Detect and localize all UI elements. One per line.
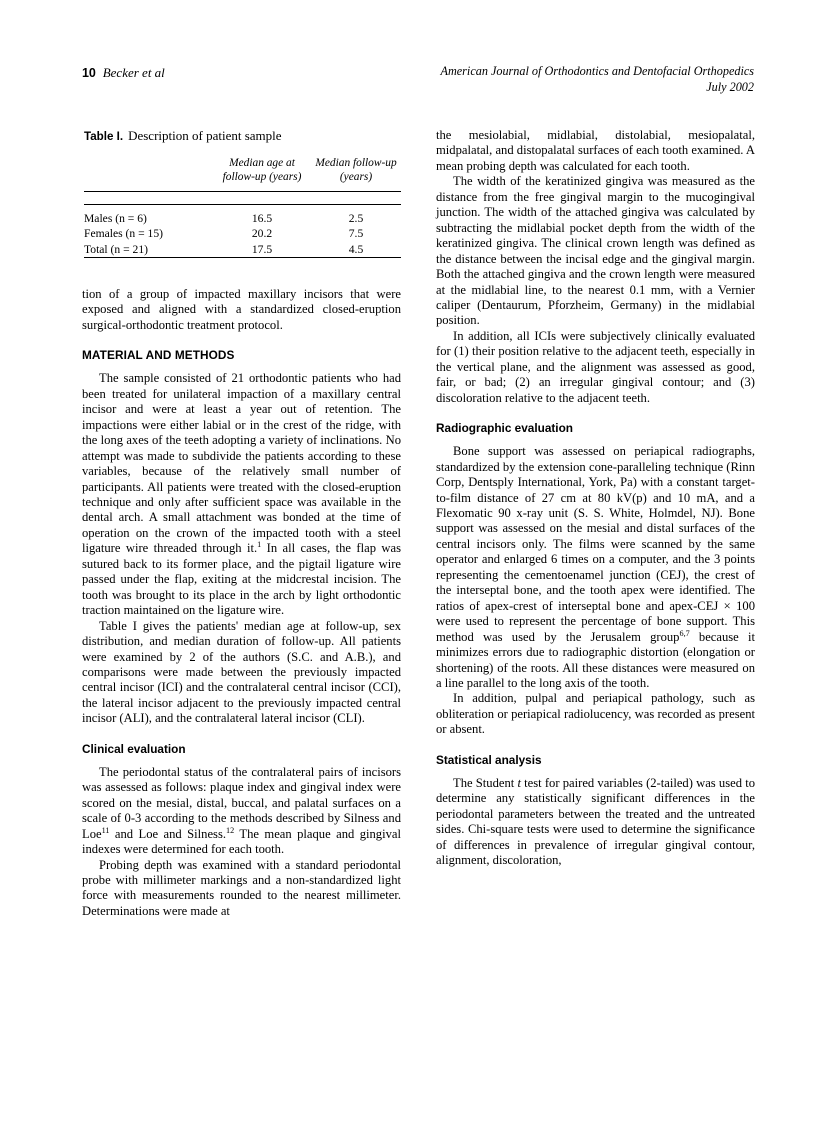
table-label: Table I. (84, 130, 124, 143)
paragraph-periodontal-part2: and Loe and Silness. (109, 826, 226, 841)
paragraph-probing-depth: Probing depth was examined with a standard periodontal probe with millimeter markings and a non-standardized light force with measurements rounded to the nearest millimeter. Determinations were made at (82, 857, 401, 918)
paragraph-keratinized-gingiva: The width of the keratinized gingiva was measured as the distance from the free gingival margin to the mucogingival junction. The width of the attached gingiva was calculated by subtracting the midlabial pocket depth from the width of the keratinized gingiva. The clinical crown length was defined as the distance between the incisal edge and the gingival margin. Both the attached gingiva and the crown length were measured at the midlabial line, to the nearest 0.1 mm, with a Vernier caliper (Dentaurum, Pforzheim, Germany) in the midlabial position. (436, 174, 755, 328)
table-cell-label: Males (n = 6) (84, 212, 147, 226)
reference-marker: 12 (226, 825, 235, 835)
table-cell-median-followup: 4.5 (348, 242, 364, 256)
paragraph-pulpal-pathology: In addition, pulpal and periapical pathology, such as obliteration or periapical radiolucency, was recorded as present or absent. (436, 691, 755, 737)
table-header-blank (84, 150, 213, 192)
paragraph-sample (82, 371, 401, 618)
table-block (84, 128, 401, 264)
table-cell-label: Total (n = 21) (84, 242, 149, 256)
table-header-median-followup (311, 150, 401, 192)
table-rule-bottom (84, 258, 401, 265)
patient-sample-table (84, 150, 401, 264)
running-head-left (82, 64, 165, 82)
left-column (82, 287, 401, 919)
table-caption (84, 128, 401, 144)
paragraph-continued: tion of a group of impacted maxillary incisors that were exposed and aligned with a standardized closed-eruption surgical-orthodontic treatment protocol. (82, 287, 401, 332)
right-column (436, 128, 755, 868)
table-cell-median-followup: 2.5 (348, 212, 364, 226)
paragraph-table-reference: Table I gives the patients' median age at follow-up, sex distribution, and median duration of follow-up. All patients were examined by 2 of the authors (S.C. and A.B.), and comparisons were made between the previously impacted central incisor (ICI) and the contralateral central incisor (CCI), the lateral incisor adjacent to the previously impacted central incisor (ALI), and the contralateral lateral incisor (CLI). (82, 618, 401, 726)
statistic-symbol: t (517, 775, 521, 790)
table-cell-median-age: 20.2 (251, 227, 273, 241)
running-head (82, 64, 754, 104)
paragraph-sample-part2: In all cases, the flap was sutured back to its former place, and the pigtail ligature wire passed under the flap, exiting at the midcrestal incision. The tooth was brought to its place in the arch by light orthodontic traction maintained on the ligature wire. (82, 541, 401, 618)
table-cell-label: Females (n = 15) (84, 227, 163, 241)
heading-radiographic-evaluation: Radiographic evaluation (436, 421, 574, 436)
paragraph-statistics (436, 776, 755, 869)
paragraph-bone-support (436, 444, 755, 691)
paragraph-surfaces: the mesiolabial, midlabial, distolabial, mesiopalatal, midpalatal, and distopalatal surfaces of each tooth examined. A mean probing depth was calculated for each tooth. (436, 128, 755, 173)
paragraph-bone-support-part2: because it minimizes errors due to radiographic distortion (elongation or shortening) of the roots. All these distances were measured on a line parallel to the long axis of the tooth. (436, 629, 755, 690)
heading-material-and-methods: MATERIAL AND METHODS (82, 348, 235, 363)
reference-marker: 1 (257, 540, 262, 550)
table-header-median-age-line2: follow-up (years) (222, 170, 302, 183)
paragraph-statistics-part2: test for paired variables (2-tailed) was used to determine any statistically significant differences in the periodontal parameters between the treated and the untreated sides. Chi-square tests were used to determine the significance of differences in prevalence of irregular gingival contour, alignment, discoloration, (436, 775, 755, 868)
table-caption-text: Description of patient sample (128, 128, 282, 143)
paragraph-bone-support-part1: Bone support was assessed on periapical radiographs, standardized by the extension cone-paralleling technique (Rinn Corp, Dentsply International, York, Pa) with a constant target-to-film distance of 27 cm at 80 kV(p) and 10 mA, and a Flexomatic 90 x-ray unit (S. S. White, Holmdel, NJ). Bone support was assessed on the mesial and distal surfaces of the central incisors only. The films were scanned by the same operator and enlarged 6 times on a computer, and the 3 points representing the cementoenamel junction (CEJ), the crest of the interseptal bone, and the tooth apex were identified. The ratios of apex-crest of interseptal bone and apex-CEJ × 100 were used to represent the percentage of bone support. This method was used by the Jerusalem group (436, 444, 755, 644)
table-header-median-age (213, 150, 311, 192)
issue-date: July 2002 (706, 79, 754, 94)
table-cell-median-age: 17.5 (251, 242, 273, 256)
paragraph-periodontal (82, 765, 401, 858)
table-header-median-followup-line1: Median follow-up (315, 157, 397, 169)
heading-clinical-evaluation: Clinical evaluation (82, 741, 186, 756)
table-header-row (84, 150, 401, 192)
paragraph-statistics-part1: The Student (453, 775, 518, 790)
table-header-median-followup-line2: (years) (339, 170, 373, 183)
paragraph-sample-part1: The sample consisted of 21 orthodontic patients who had been treated for unilateral impaction of a maxillary central incisor and were at least a year out of retention. The impactions were either labial or in the crest of the ridge, with the long axes of the teeth adopting a variety of inclinations. No attempt was made to subdivide the patients according to these variables, because of the relatively small number of participants. All patients were treated with the closed-eruption technique and only after sufficient space was available in the dental arch. A small attachment was bonded at the time of operation on the crown of the impacted tooth with a steel ligature wire threaded through it. (82, 371, 401, 556)
paragraph-periodontal-part3: The mean plaque and gingival indexes were determined for each tooth. (82, 826, 401, 857)
reference-marker: 6,7 (679, 628, 690, 638)
running-head-right (441, 64, 754, 95)
paragraph-icis: In addition, all ICIs were subjectively clinically evaluated for (1) their position relative to the adjacent teeth, especially in the vertical plane, and the alignment was assessed as good, fair, or bad; (2) an irregular gingival contour; and (3) discoloration relative to the adjacent teeth. (436, 328, 755, 405)
running-head-authors: Becker et al (102, 65, 165, 80)
table-cell-median-age: 16.5 (251, 212, 273, 226)
table-header-median-age-line1: Median age at (229, 157, 295, 169)
table-row (84, 211, 401, 226)
paragraph-periodontal-part1: The periodontal status of the contralateral pairs of incisors was assessed as follows: plaque index and gingival index were scored on the mesial, distal, buccal, and palatal surfaces on a scale of 0-3 according to the methods described by Silness and Loe (82, 764, 401, 841)
table-row (84, 226, 401, 241)
reference-marker: 11 (101, 825, 110, 835)
table-row (84, 242, 401, 258)
journal-title: American Journal of Orthodontics and Dentofacial Orthopedics (440, 64, 754, 78)
table-cell-median-followup: 7.5 (348, 227, 364, 241)
heading-statistical-analysis: Statistical analysis (436, 752, 542, 767)
table-rule-top (84, 192, 401, 205)
page-number: 10 (82, 66, 96, 80)
